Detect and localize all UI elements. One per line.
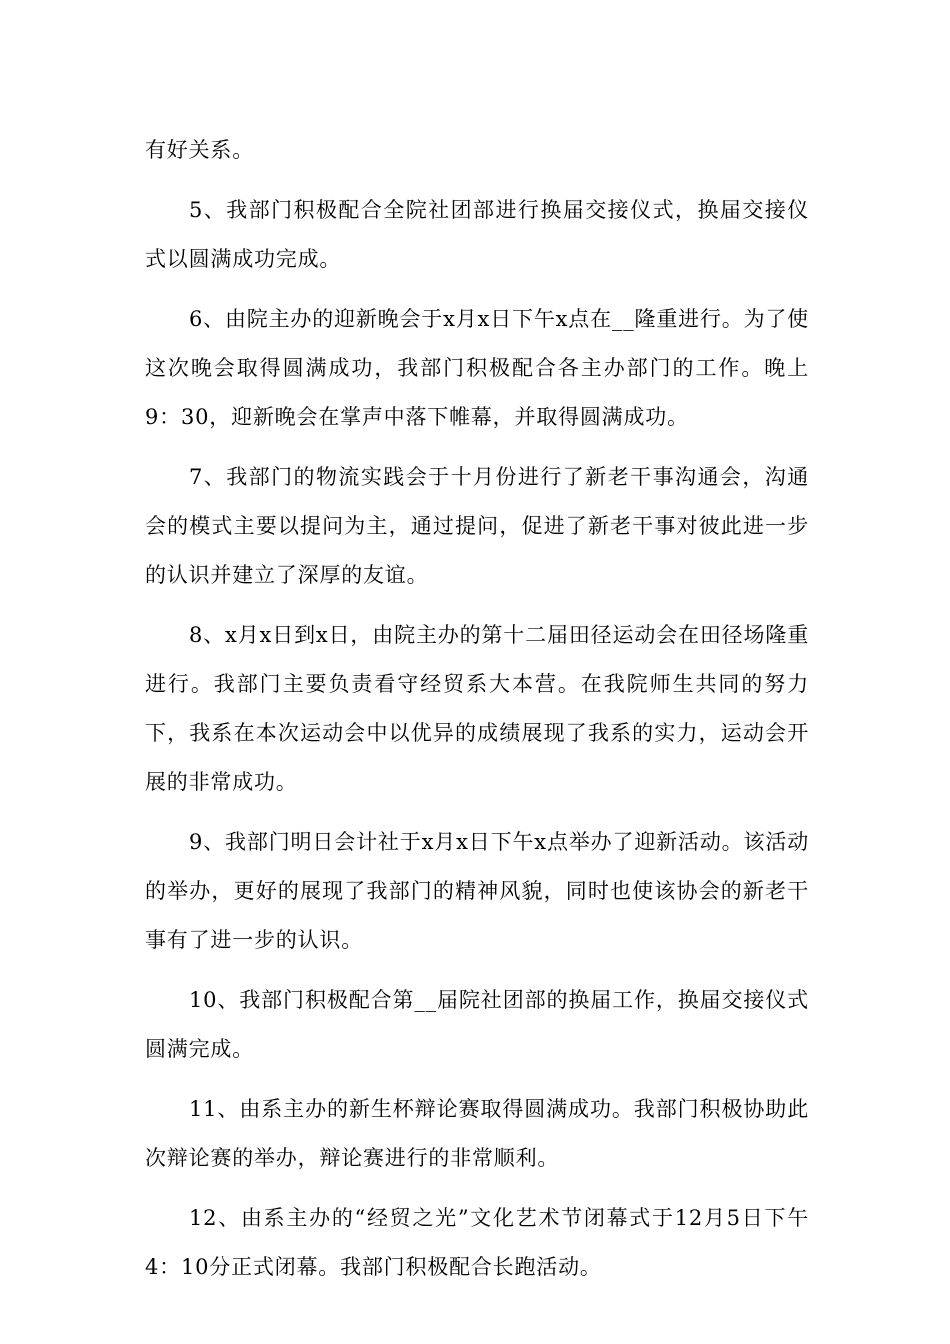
paragraph-item-5: 5、我部门积极配合全院社团部进行换届交接仪式，换届交接仪式以圆满成功完成。 (145, 198, 809, 271)
paragraph-item-7: 7、我部门的物流实践会于十月份进行了新老干事沟通会，沟通会的模式主要以提问为主，通过提问，促进了新老干事对彼此进一步的认识并建立了深厚的友谊。 (145, 465, 809, 587)
paragraph-item-10: 10、我部门积极配合第__届院社团部的换届工作，换届交接仪式圆满完成。 (145, 988, 809, 1061)
paragraph-item-12: 12、由系主办的“经贸之光”文化艺术节闭幕式于12月5日下午4：10分正式闭幕。我部门积极配合长跑活动。 (145, 1206, 809, 1279)
paragraph-item-9: 9、我部门明日会计社于x月x日下午x点举办了迎新活动。该活动的举办，更好的展现了我部门的精神风貌，同时也使该协会的新老干事有了进一步的认识。 (145, 830, 809, 952)
paragraph-continuation: 有好关系。 (145, 138, 254, 162)
paragraph-item-6: 6、由院主办的迎新晚会于x月x日下午x点在__隆重进行。为了使这次晚会取得圆满成功，我部门积极配合各主办部门的工作。晚上9：30，迎新晚会在掌声中落下帷幕，并取得圆满成功。 (145, 307, 809, 429)
paragraph-item-8: 8、x月x日到x日，由院主办的第十二届田径运动会在田径场隆重进行。我部门主要负责看守经贸系大本营。在我院师生共同的努力下，我系在本次运动会中以优异的成绩展现了我系的实力，运动会开展的非常成功。 (145, 623, 809, 794)
document-body (145, 126, 809, 1303)
paragraph-item-11: 11、由系主办的新生杯辩论赛取得圆满成功。我部门积极协助此次辩论赛的举办，辩论赛进行的非常顺利。 (145, 1097, 809, 1170)
